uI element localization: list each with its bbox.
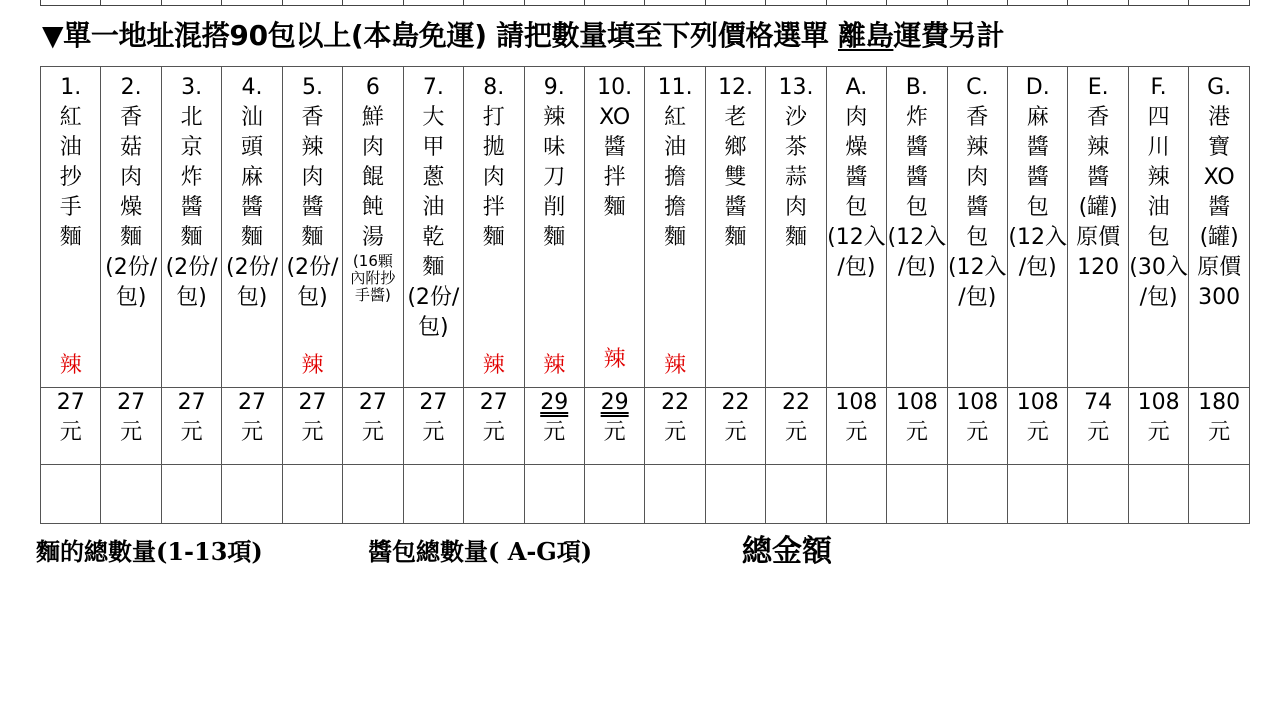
price-cell: 27 元 [161, 388, 221, 465]
quantity-cell[interactable] [161, 465, 221, 524]
item-cell-7: 7. 大 甲 蔥 油 乾 麵 (2份/ 包) [403, 67, 463, 388]
item-cell-3: 3. 北 京 炸 醬 麵 (2份/ 包) [161, 67, 221, 388]
headline-tail: 運費另計 [893, 19, 1005, 52]
item-number: D. [1025, 75, 1050, 100]
grand-total-label: 總金額 [742, 534, 832, 569]
item-cell-E: E. 香 辣 醬 (罐) 原價 120 [1068, 67, 1128, 388]
quantity-cell[interactable] [222, 465, 282, 524]
headline-main: ▼單一地址混搭90包以上(本島免運) 請把數量填至下列價格選單 [42, 19, 838, 52]
quantity-cell[interactable] [1008, 465, 1068, 524]
item-cell-12: 12. 老 鄉 雙 醬 麵 [705, 67, 765, 388]
price-cell: 22 元 [766, 388, 826, 465]
quantity-cell[interactable] [282, 465, 342, 524]
noodle-total-label: 麵的總數量(1-13項) [36, 537, 263, 566]
item-cell-C: C. 香 辣 肉 醬 包 (12入 /包) [947, 67, 1007, 388]
headline-island-term: 離島 [838, 19, 894, 52]
item-cell-13: 13. 沙 茶 蒜 肉 麵 [766, 67, 826, 388]
price-cell: 108 元 [826, 388, 886, 465]
item-number: 7. [422, 75, 444, 100]
price-cell: 27 元 [403, 388, 463, 465]
item-number: F. [1150, 75, 1167, 100]
item-number: G. [1207, 75, 1232, 100]
price-cell: 22 元 [645, 388, 705, 465]
item-number: 8. [483, 75, 505, 100]
item-number: A. [845, 75, 868, 100]
spicy-badge: 辣 [482, 353, 505, 378]
price-cell: 27 元 [222, 388, 282, 465]
price-cell: 27 元 [41, 388, 101, 465]
item-number: 13. [778, 75, 814, 100]
item-number: 5. [301, 75, 323, 100]
quantity-cell[interactable] [524, 465, 584, 524]
price-cell: 108 元 [947, 388, 1007, 465]
item-number: 1. [60, 75, 82, 100]
sauce-total-label: 醬包總數量( A-G項) [368, 537, 593, 566]
item-number: C. [966, 75, 989, 100]
price-cell: 74 元 [1068, 388, 1128, 465]
spicy-badge: 辣 [664, 353, 687, 378]
item-cell-8: 8. 打 拋 肉 拌 麵 辣 [464, 67, 524, 388]
price-cell: 27 元 [343, 388, 403, 465]
item-cell-F: F. 四 川 辣 油 包 (30入 /包) [1128, 67, 1188, 388]
quantity-cell[interactable] [584, 465, 644, 524]
item-number: B. [905, 75, 928, 100]
quantity-input-row [41, 465, 1250, 524]
item-number: 12. [718, 75, 754, 100]
price-cell: 29 元 [524, 388, 584, 465]
quantity-cell[interactable] [1128, 465, 1188, 524]
item-number: 11. [657, 75, 693, 100]
quantity-cell[interactable] [947, 465, 1007, 524]
item-cell-1: 1. 紅 油 抄 手 麵 辣 [41, 67, 101, 388]
quantity-cell[interactable] [887, 465, 947, 524]
quantity-cell[interactable] [41, 465, 101, 524]
spicy-badge: 辣 [59, 353, 82, 378]
quantity-cell[interactable] [1189, 465, 1250, 524]
item-cell-5: 5. 香 辣 肉 醬 麵 (2份/ 包) 辣 [282, 67, 342, 388]
price-order-table [40, 66, 1250, 524]
order-instruction-headline [42, 14, 1004, 54]
item-cell-B: B. 炸 醬 醬 包 (12入 /包) [887, 67, 947, 388]
item-cell-10: 10. XO 醬 拌 麵 辣 [584, 67, 644, 388]
price-cell: 27 元 [101, 388, 161, 465]
item-cell-2: 2. 香 菇 肉 燥 麵 (2份/ 包) [101, 67, 161, 388]
item-number: 6 [365, 75, 380, 100]
spicy-badge: 辣 [603, 347, 626, 372]
item-number: 4. [241, 75, 263, 100]
price-cell: 108 元 [1008, 388, 1068, 465]
item-name-row [41, 67, 1250, 388]
quantity-cell[interactable] [645, 465, 705, 524]
price-row [41, 388, 1250, 465]
quantity-cell[interactable] [766, 465, 826, 524]
price-cell: 22 元 [705, 388, 765, 465]
previous-table-edge [40, 0, 1250, 6]
item-cell-G: G. 港 寶 XO 醬 (罐) 原價 300 [1189, 67, 1250, 388]
spicy-badge: 辣 [543, 353, 566, 378]
quantity-cell[interactable] [464, 465, 524, 524]
price-cell: 108 元 [887, 388, 947, 465]
item-number: 10. [597, 75, 633, 100]
quantity-cell[interactable] [826, 465, 886, 524]
item-number: 2. [120, 75, 142, 100]
price-cell: 29 元 [584, 388, 644, 465]
spicy-badge: 辣 [301, 353, 324, 378]
item-number: E. [1087, 75, 1109, 100]
item-cell-D: D. 麻 醬 醬 包 (12入 /包) [1008, 67, 1068, 388]
price-cell: 108 元 [1128, 388, 1188, 465]
price-cell: 180 元 [1189, 388, 1250, 465]
item-cell-9: 9. 辣 味 刀 削 麵 辣 [524, 67, 584, 388]
item-cell-11: 11. 紅 油 擔 擔 麵 辣 [645, 67, 705, 388]
item-cell-A: A. 肉 燥 醬 包 (12入 /包) [826, 67, 886, 388]
price-cell: 27 元 [464, 388, 524, 465]
item-cell-4: 4. 汕 頭 麻 醬 麵 (2份/ 包) [222, 67, 282, 388]
item-cell-6: 6 鮮 肉 餛 飩 湯 (16顆 內附抄 手醬) [343, 67, 403, 388]
price-cell: 27 元 [282, 388, 342, 465]
quantity-cell[interactable] [101, 465, 161, 524]
item-number: 3. [181, 75, 203, 100]
quantity-cell[interactable] [403, 465, 463, 524]
quantity-cell[interactable] [1068, 465, 1128, 524]
item-number: 9. [543, 75, 565, 100]
quantity-cell[interactable] [343, 465, 403, 524]
quantity-cell[interactable] [705, 465, 765, 524]
